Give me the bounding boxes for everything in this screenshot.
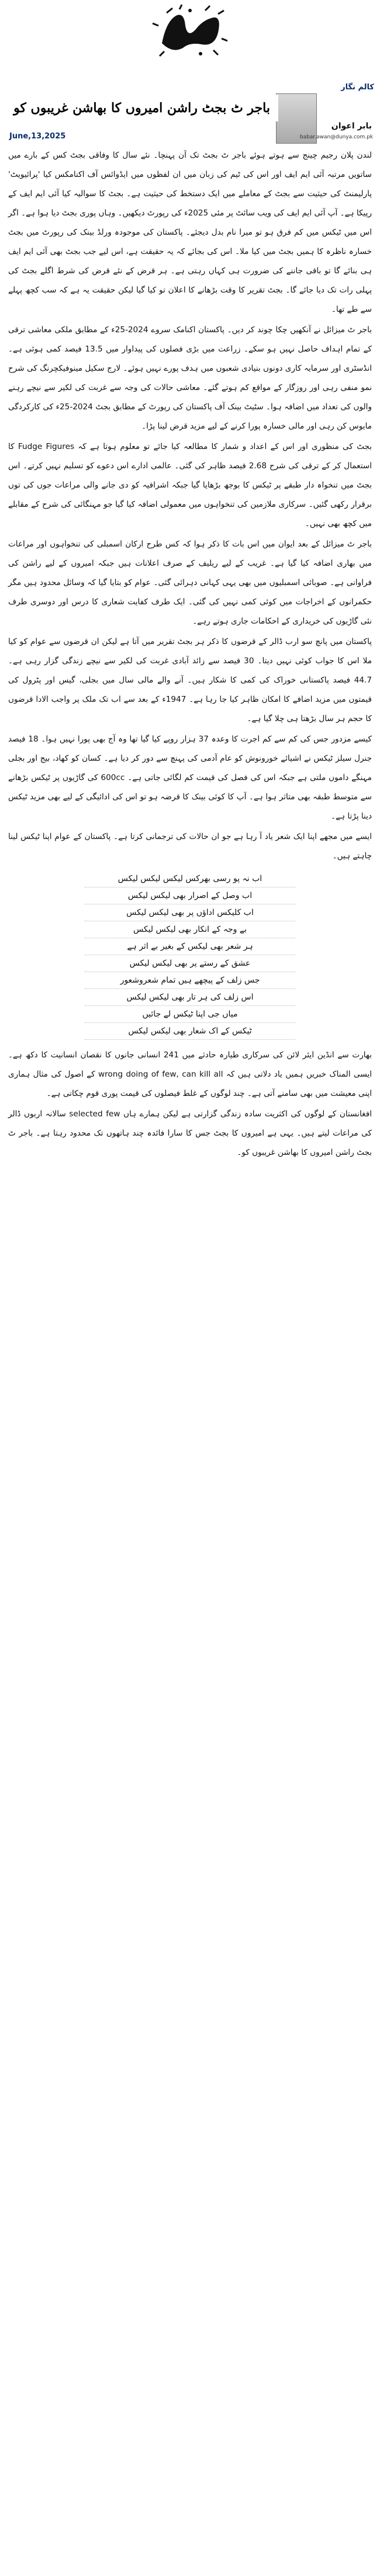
article-date: June,13,2025 <box>9 132 66 141</box>
article-body <box>8 146 372 1164</box>
paragraph: لندن پلان رجیم چینج سے ہوتے ہوئے باجر ٹ بجٹ تک آن پہنچا۔ نئے سال کا وفاقی بجٹ کس کے بارے میں ساتویں مرتبہ آئی ایم ایف اور اس کی ٹیم کی زبان میں ان لفظوں میں ایڈوائس آف اکنامکس کیا 'پرائیویٹ' پارلیمنٹ کی حیثیت سے بجٹ کے معاملے میں ایک دستخط کی حیثیت ہے۔ بجٹ کا سوالیہ کیا آئی ایم ایف کے رپیکا ہے۔ آپ آئی ایم ایف کی ویب سائٹ پر مئی 2025ء کی رپورٹ دیکھیں۔ وہاں پوری بجٹ دیا ہوا ہے۔ اگر اس میں ٹیکس میں کم فرق ہو تو میرا نام بدل دیجئے۔ پاکستان کی موجودہ ورلڈ بینک کی رپورٹ میں بجٹ خسارہ ناظرہ کا ہمیں بجٹ میں کیا ملا۔ اس کی بجائے کہ یہ حقیقت ہے، اس لیے جب بجٹ بھی آئی ایم ایف ہی بنائے گا تو باقی جاننے کی ضرورت ہی کہاں رہتی ہے۔ ہر قرض کے نئے قرض کی شرط اگلے بجٹ کی پہلی رات تک دیا جائے گا۔ بجٹ تقریر کا وقت بڑھانے کا اعلان تو کیا گیا لیکن حقیقت یہ ہے کہ سب کچھ پہلے سے طے تھا۔ <box>8 151 372 314</box>
poem-line: اب وصل کے اصرار بھی لیکس لیکس <box>85 887 295 904</box>
headline-bar <box>0 95 278 121</box>
poem-line: عشق کے رستے پر بھی لیکس لیکس <box>85 955 295 972</box>
poem-line: ٹیکس کے اک شعار بھی لیکس لیکس <box>85 1023 295 1040</box>
poem-line: جس زلف کے پیچھے ہیں تمام شعروشعور <box>85 972 295 989</box>
author-name: بابر اعوان <box>331 121 372 131</box>
newspaper-logo <box>149 2 231 60</box>
article-headline: باجر ٹ بجٹ راشن امیروں کا بھاشن غریبوں کو <box>13 100 270 116</box>
poem-line: ہر شعر بھی لیکس کے بغیر بے اثر ہے <box>85 938 295 955</box>
poem-line: اب کلیکس اداؤں پر بھی لیکس لیکس <box>85 904 295 921</box>
poem-line: میاں جی اپنا ٹیکس لے جائیں <box>85 1006 295 1023</box>
paragraph: بجٹ کی منظوری اور اس کے اعداد و شمار کا مطالعہ کیا جائے تو معلوم ہوتا ہے کہ Fudge Figures کا استعمال کر کے ترقی کی شرح 2.68 فیصد ظاہر کی گئی۔ عالمی ادارے اس دعوے کو تسلیم نہیں کرتے۔ اس بجٹ میں تنخواہ دار طبقے پر ٹیکس کا بوجھ بڑھایا گیا جبکہ اشرافیہ کو دی جانے والی مراعات جوں کی توں برقرار رکھی گئیں۔ سرکاری ملازمین کی تنخواہوں میں معمولی اضافہ کیا گیا جو مہنگائی کی شرح کے مقابلے میں کچھ بھی نہیں۔ <box>8 442 372 528</box>
columnist-label: کالم نگار <box>341 83 374 92</box>
author-email: babar.awan@dunya.com.pk <box>299 134 373 140</box>
paragraph: باجر ٹ میزائل نے آنکھیں چکا چوند کر دیں۔ پاکستان اکنامک سروے 2024-25ء کے مطابق ملکی معاشی ترقی کے تمام اہداف حاصل نہیں ہو سکے۔ زراعت میں بڑی فصلوں کی پیداوار میں 13.5 فیصد کمی ہوئی ہے۔ انڈسٹری اور سرمایہ کاری دونوں بنیادی شعبوں میں ہدف پورے نہیں ہوئے۔ لارج سکیل مینوفیکچرنگ کی شرح نمو منفی رہی اور روزگار کے مواقع کم ہوتے گئے۔ معاشی حالات کی وجہ سے غربت کی لکیر سے نیچے رہنے والوں کی تعداد میں اضافہ ہوا۔ سٹیٹ بینک آف پاکستان کی رپورٹ کے مطابق بجٹ 2024-25ء کی کارکردگی مایوس کن رہی اور مالی خسارہ پورا کرنے کے لیے مزید قرض لینا پڑا۔ <box>8 325 372 431</box>
poem-line: اب نہ پو رسی بھرکس لیکس لیکس لیکس <box>85 871 295 887</box>
poem-line: بے وجہ کے انکار بھی لیکس لیکس <box>85 921 295 938</box>
paragraph: افغانستان کے لوگوں کی اکثریت سادہ زندگی گزارتی ہے لیکن ہمارے ہاں selected few سالانہ اربوں ڈالر کی مراعات لیتے ہیں۔ یہی ہے امیروں کا بجٹ جس کا سارا فائدہ چند ہاتھوں تک محدود رہتا ہے۔ باجر ٹ بجٹ راشن امیروں کا بھاشن غریبوں کو۔ <box>8 1109 372 1157</box>
poem-block <box>85 871 295 1040</box>
logo-ink-mark <box>149 2 231 60</box>
paragraph: ایسے میں مجھے اپنا ایک شعر یاد آ رہا ہے جو ان حالات کی ترجمانی کرتا ہے۔ پاکستان کے عوام اپنا ٹیکس لینا چاہتے ہیں۔ <box>8 832 372 861</box>
paragraph: پاکستان میں پانچ سو ارب ڈالر کے قرضوں کا ذکر ہر بجٹ تقریر میں آتا ہے لیکن ان قرضوں سے عوام کو کیا ملا اس کا جواب کوئی نہیں دیتا۔ 30 فیصد سے زائد آبادی غربت کی لکیر سے نیچے زندگی گزار رہی ہے۔ 44.7 فیصد پاکستانی خوراک کی کمی کا شکار ہیں۔ آنے والے مالی سال میں بجلی، گیس اور پٹرول کی قیمتوں میں مزید اضافے کا امکان ظاہر کیا جا رہا ہے۔ 1947ء کے بعد سے اب تک ملک پر واجب الادا قرضوں کا حجم ہر سال بڑھتا ہی چلا گیا ہے۔ <box>8 637 372 723</box>
poem-line: اس زلف کی ہر تار بھی لیکس لیکس <box>85 989 295 1006</box>
paragraph: باجر ٹ میزائل کے بعد ایوان میں اس بات کا ذکر ہوا کہ کس طرح ارکان اسمبلی کی تنخواہوں اور مراعات میں بھاری اضافہ کیا گیا ہے۔ غریب کے لیے ریلیف کے صرف اعلانات ہیں جبکہ امیروں کے لیے راشن کی فراوانی ہے۔ صوبائی اسمبلیوں میں بھی یہی کہانی دہرائی گئی۔ عوام کو بتایا گیا کہ وسائل محدود ہیں مگر حکمرانوں کے اخراجات میں کوئی کمی نہیں کی گئی۔ ایک طرف کفایت شعاری کا درس اور دوسری طرف نئی گاڑیوں کی خریداری کے احکامات جاری ہوتے رہے۔ <box>8 539 372 626</box>
paragraph: کیسے مزدور جس کی کم سے کم اجرت کا وعدہ 37 ہزار روپے کیا گیا تھا وہ آج بھی پورا نہیں ہوا۔ 18 فیصد جنرل سیلز ٹیکس نے اشیائے خورونوش کو عام آدمی کی پہنچ سے دور کر دیا ہے۔ کسان کو کھاد، بیج اور بجلی مہنگے داموں ملتی ہے جبکہ اس کی فصل کی قیمت کم لگائی جاتی ہے۔ 600cc کی گاڑیوں پر ٹیکس بڑھانے سے متوسط طبقہ بھی متاثر ہوا ہے۔ آپ کا کوئی بینک کا قرضہ ہو تو اس کی ادائیگی کے لیے بھی مزید ٹیکس دینا پڑتا ہے۔ <box>8 734 372 821</box>
author-box <box>276 83 375 153</box>
paragraph: بھارت سے انڈین ایئر لائن کی سرکاری طیارہ حادثے میں 241 انسانی جانوں کا نقصان انسانیت کا دکھ ہے۔ ایسی المناک خبریں ہمیں یاد دلاتی ہیں کہ wrong doing of few, can kill all کے اصول کی مثال ہماری اپنی معیشت میں بھی سامنے آتی ہے۔ چند لوگوں کے غلط فیصلوں کی قیمت پوری قوم چکاتی ہے۔ <box>8 1050 372 1098</box>
